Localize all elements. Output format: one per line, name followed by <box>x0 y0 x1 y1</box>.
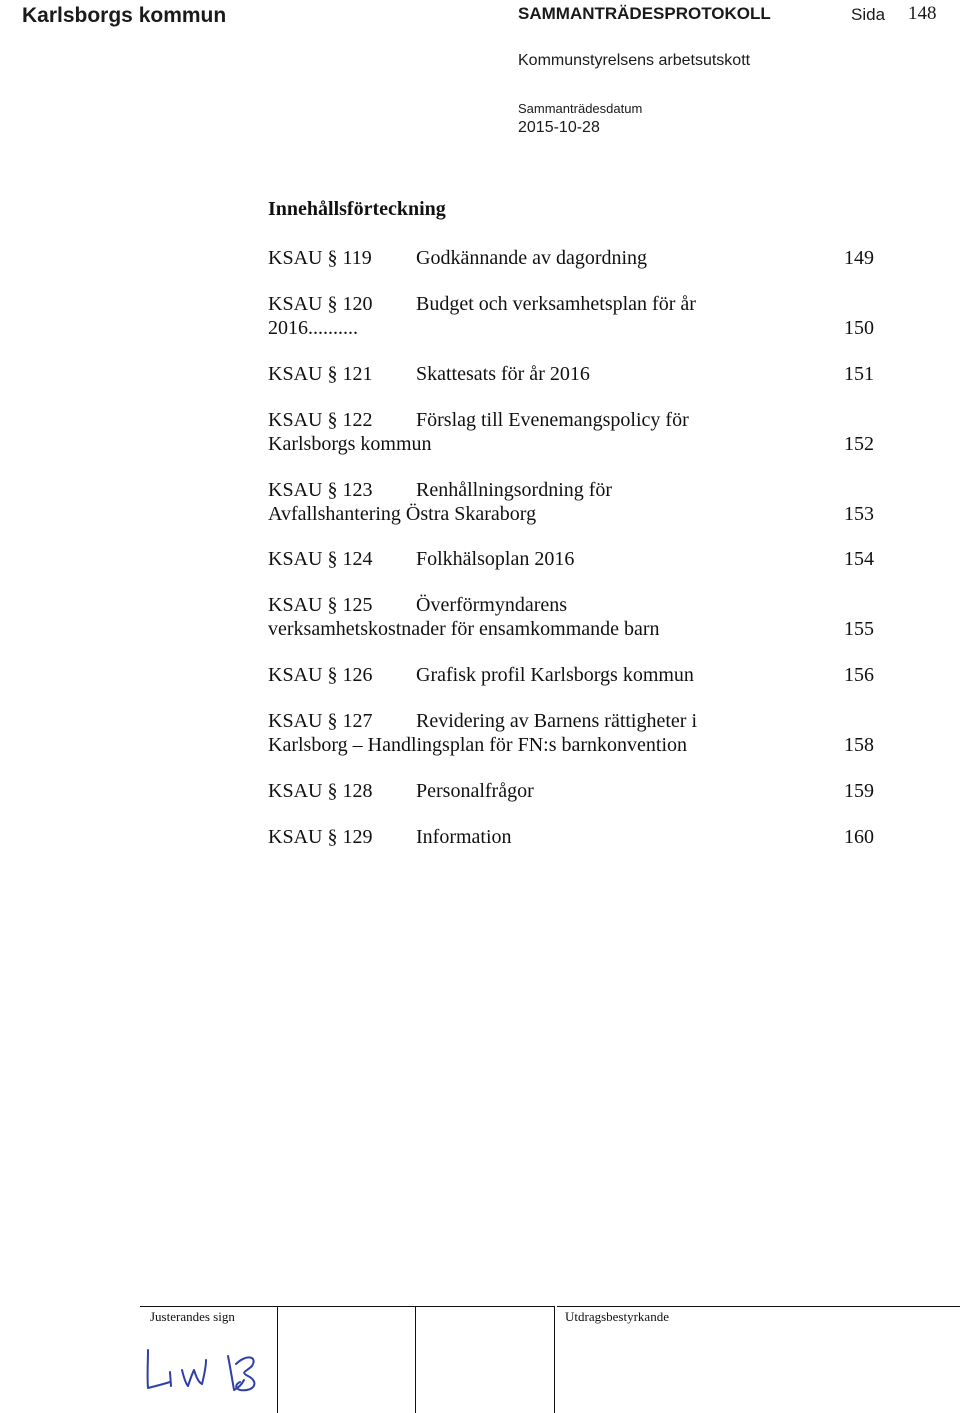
toc-entry <box>268 779 874 803</box>
meeting-date-label: Sammanträdesdatum <box>518 101 643 116</box>
signing-initials-label: Justerandes sign <box>150 1309 235 1324</box>
toc-entry <box>268 663 874 687</box>
toc-entry <box>268 593 874 641</box>
toc-entry-title: Grafisk profil Karlsborgs kommun <box>416 664 694 686</box>
toc-entry-title: Information <box>416 826 512 848</box>
toc-entry <box>268 478 874 526</box>
toc-entry <box>268 825 874 849</box>
handwritten-initials <box>140 1336 270 1406</box>
extract-certification-label: Utdragsbestyrkande <box>565 1309 669 1324</box>
toc-entry-code: KSAU § 122 <box>268 409 373 431</box>
document-type: SAMMANTRÄDESPROTOKOLL <box>518 4 771 23</box>
signature-stroke <box>148 1350 170 1388</box>
signature-stroke <box>182 1360 206 1386</box>
toc-entry-code: KSAU § 128 <box>268 780 373 802</box>
toc-entry-title: Revidering av Barnens rättigheter i <box>416 710 698 732</box>
toc-entry <box>268 408 874 456</box>
toc-entry-title: Budget och verksamhetsplan för år <box>416 293 696 315</box>
toc-entry-page: 155 <box>844 618 874 640</box>
toc-entry-code: KSAU § 125 <box>268 594 373 616</box>
toc-entry-page: 153 <box>844 503 874 525</box>
toc-entry-code: KSAU § 126 <box>268 664 373 686</box>
toc-entry-page: 156 <box>844 664 874 686</box>
toc-entry-page: 150 <box>844 317 874 339</box>
toc-entry <box>268 246 874 270</box>
toc-entry-title: Folkhälsoplan 2016 <box>416 548 575 570</box>
toc-entry-code: KSAU § 119 <box>268 247 372 269</box>
toc-entry-code: KSAU § 120 <box>268 293 373 315</box>
page-label: Sida <box>851 5 886 24</box>
toc-entry-code: KSAU § 124 <box>268 548 373 570</box>
toc-entry-code: KSAU § 129 <box>268 826 373 848</box>
toc-entry-title: Överförmyndarens <box>416 594 568 616</box>
toc-entry-title: Godkännande av dagordning <box>416 247 648 269</box>
toc-entry-title-continued: Karlsborg – Handlingsplan för FN:s barnkonvention <box>268 734 688 756</box>
footer-rule <box>280 1306 554 1307</box>
toc-entry-page: 152 <box>844 433 874 455</box>
page-number: 148 <box>908 3 937 24</box>
signature-stroke <box>170 1372 171 1386</box>
toc-entry-code: KSAU § 123 <box>268 479 373 501</box>
toc-entry-page: 158 <box>844 734 874 756</box>
footer-rule <box>140 1306 280 1307</box>
toc-entry-code: KSAU § 121 <box>268 363 373 385</box>
committee-name: Kommunstyrelsens arbetsutskott <box>518 52 751 69</box>
footer-divider <box>277 1306 278 1413</box>
toc-entry <box>268 547 874 571</box>
toc-entry <box>268 292 874 340</box>
footer-rule <box>557 1306 960 1307</box>
toc-entry-title-continued: Avfallshantering Östra Skaraborg <box>268 503 537 525</box>
toc-entry-page: 154 <box>844 548 874 570</box>
toc-entry <box>268 362 874 386</box>
toc-entry-page: 149 <box>844 247 874 269</box>
footer-divider <box>415 1306 416 1413</box>
toc-title: Innehållsförteckning <box>268 198 446 220</box>
toc-entry-title-continued: verksamhetskostnader för ensamkommande barn <box>268 618 660 640</box>
signature-footer <box>0 1306 960 1413</box>
meeting-date-value: 2015-10-28 <box>518 119 600 136</box>
toc-entry-code: KSAU § 127 <box>268 710 373 732</box>
toc-entry <box>268 709 874 757</box>
toc-entry-page: 151 <box>844 363 874 385</box>
toc-entry-title-continued: 2016.......... <box>268 317 358 339</box>
toc-entry-title: Skattesats för år 2016 <box>416 363 590 385</box>
toc-entry-title: Förslag till Evenemangspolicy för <box>416 409 689 431</box>
toc-entry-page: 159 <box>844 780 874 802</box>
toc-entry-title: Personalfrågor <box>416 780 534 802</box>
signature-stroke <box>236 1357 254 1390</box>
toc-entry-title-continued: Karlsborgs kommun <box>268 433 432 455</box>
footer-divider <box>554 1306 555 1413</box>
toc-entry-title: Renhållningsordning för <box>416 479 613 501</box>
organization-name: Karlsborgs kommun <box>22 4 227 27</box>
toc-entry-page: 160 <box>844 826 874 848</box>
